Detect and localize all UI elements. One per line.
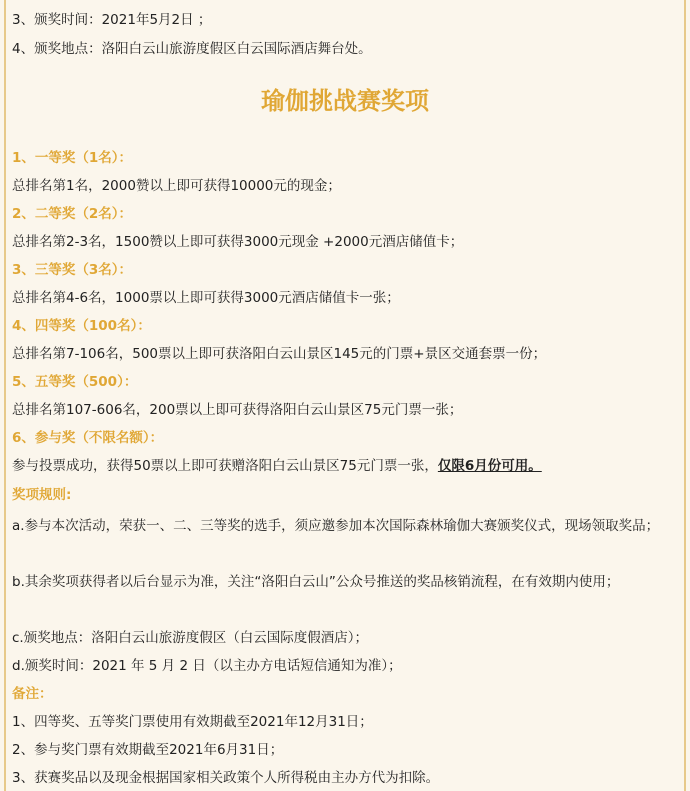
- prize-3-detail: 总排名第4-6名，1000票以上即可获得3000元酒店储值卡一张；: [12, 290, 400, 306]
- article-content: [12, 0, 678, 791]
- rule-d: d.颁奖时间：2021 年 5 月 2 日（以主办方电话短信通知为准）；: [12, 658, 402, 674]
- note-3: 3、获赛奖品以及现金根据国家相关政策个人所得税由主办方代为扣除。: [12, 770, 440, 786]
- prize-5-heading: 5、五等奖（500）：: [12, 374, 138, 390]
- rule-c: c.颁奖地点：洛阳白云山旅游度假区（白云国际度假酒店）；: [12, 630, 368, 646]
- prize-2-heading: 2、二等奖（2名）：: [12, 206, 133, 222]
- prize-4-heading: 4、四等奖（100名）：: [12, 318, 151, 334]
- right-border-line: [684, 0, 686, 791]
- intro-line-3: 3、颁奖时间：2021年5月2日 ；: [12, 12, 212, 28]
- left-border-line: [4, 0, 6, 791]
- prize-2-detail: 总排名第2-3名，1500赞以上即可获得3000元现金 +2000元酒店储值卡；: [12, 234, 464, 250]
- prize-6-highlight: 仅限6月份可用。: [437, 458, 542, 474]
- rule-b: b.其余奖项获得者以后台显示为准，关注“洛阳白云山”公众号推送的奖品核销流程，在有效期内使用；: [12, 574, 620, 590]
- intro-line-4: 4、颁奖地点：洛阳白云山旅游度假区白云国际酒店舞台处。: [12, 41, 372, 57]
- rules-heading: 奖项规则:: [12, 487, 72, 503]
- note-1: 1、四等奖、五等奖门票使用有效期截至2021年12月31日；: [12, 714, 373, 730]
- rule-a: a.参与本次活动，荣获一、二、三等奖的选手，须应邀参加本次国际森林瑜伽大赛颁奖仪式，现场领取奖品；: [12, 518, 660, 534]
- prize-6-detail: [12, 457, 678, 475]
- section-title: 瑜伽挑战赛奖项: [261, 86, 429, 115]
- prize-4-detail: 总排名第7-106名，500票以上即可获洛阳白云山景区145元的门票+景区交通套票一份；: [12, 346, 547, 362]
- prize-3-heading: 3、三等奖（3名）：: [12, 262, 133, 278]
- prize-1-detail: 总排名第1名，2000赞以上即可获得10000元的现金；: [12, 178, 341, 194]
- prize-5-detail: 总排名第107-606名，200票以上即可获得洛阳白云山景区75元门票一张；: [12, 402, 463, 418]
- prize-1-heading: 1、一等奖（1名）：: [12, 150, 133, 166]
- prize-6-detail-text: 参与投票成功，获得50票以上即可获赠洛阳白云山景区75元门票一张，: [12, 458, 438, 474]
- note-2: 2、参与奖门票有效期截至2021年6月31日；: [12, 742, 284, 758]
- notes-heading: 备注：: [12, 686, 53, 702]
- prize-6-heading: 6、参与奖（不限名额）：: [12, 430, 164, 446]
